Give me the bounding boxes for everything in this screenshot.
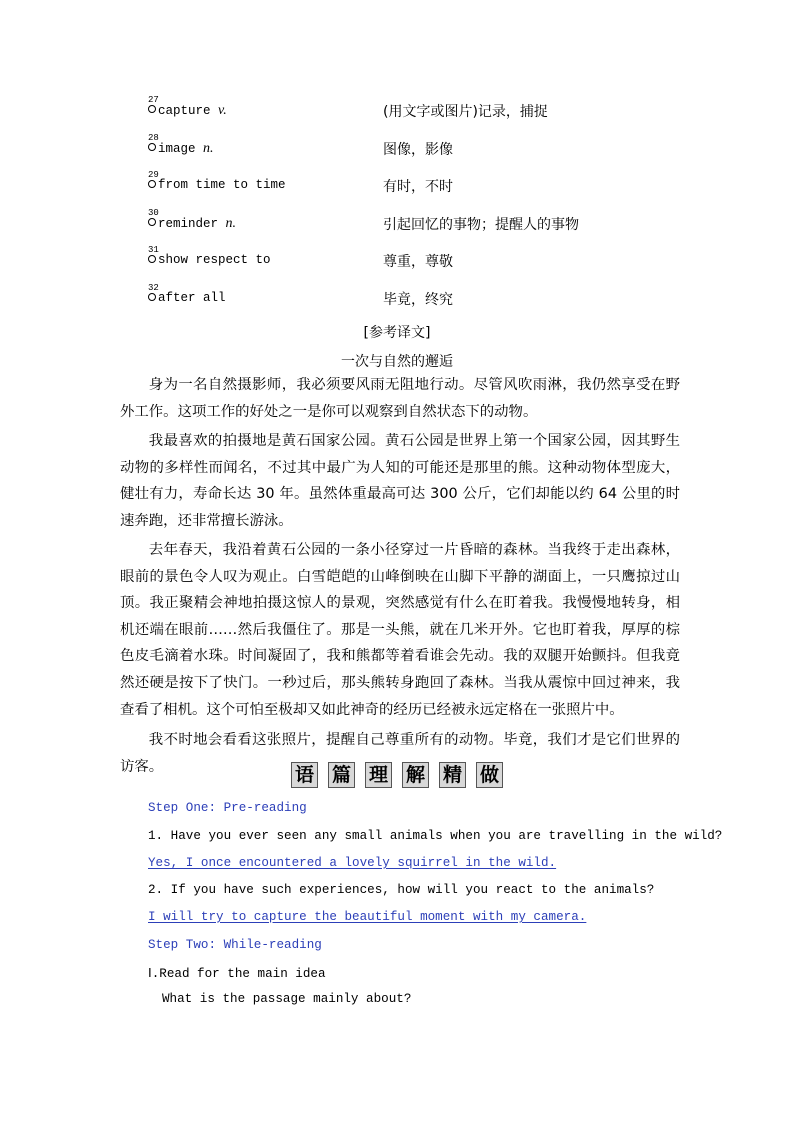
vocab-item (148, 209, 708, 247)
question-2: 2. If you have such experiences, how will you react to the animals? (148, 883, 655, 897)
translation-paragraph: 我最喜欢的拍摄地是黄石国家公园。黄石公园是世界上第一个国家公园，因其野生动物的多样性而闻名，不过其中最广为人知的可能还是那里的熊。这种动物体型庞大，健壮有力，寿命长达 30 年。虽然体重最高可达 300 公斤，它们却能以约 64 公里的时速奔跑，还非常擅长游泳。 (120, 433, 680, 529)
answer-2: I will try to capture the beautiful moment with my camera. (148, 910, 587, 924)
banner-char: 篇 (328, 762, 355, 788)
vocab-number: 32 (148, 282, 159, 293)
banner-char: 语 (291, 762, 318, 788)
banner-char: 精 (439, 762, 466, 788)
vocab-item (148, 96, 708, 134)
vocab-number: 30 (148, 207, 159, 218)
vocab-meaning: 毕竟，终究 (383, 291, 453, 308)
vocab-term: show respect to (158, 253, 271, 267)
translation-paragraph: 去年春天，我沿着黄石公园的一条小径穿过一片昏暗的森林。当我终于走出森林，眼前的景色令人叹为观止。白雪皑皑的山峰倒映在山脚下平静的湖面上，一只鹰掠过山顶。我正聚精会神地拍摄这惊人的景观，突然感觉有什么在盯着我。我慢慢地转身，相机还端在眼前……然后我僵住了。那是一头熊，就在几米开外。它也盯着我，厚厚的棕色皮毛滴着水珠。时间凝固了，我和熊都等着看谁会先动。我的双腿开始颤抖。但我竟然还硬是按下了快门。一秒过后，那头熊转身跑回了森林。当我从震惊中回过神来，我查看了相机。这个可怕至极却又如此神奇的经历已经被永远定格在一张照片中。 (120, 542, 680, 718)
vocab-meaning: 引起回忆的事物；提醒人的事物 (383, 216, 579, 233)
vocab-item (148, 246, 708, 284)
vocab-meaning: 有时，不时 (383, 179, 453, 195)
circle-marker-icon (148, 105, 156, 113)
vocab-meaning: 图像，影像 (383, 141, 453, 158)
vocab-item (148, 284, 708, 322)
vocab-number: 28 (148, 132, 159, 143)
vocab-term: after all (158, 290, 226, 305)
vocab-number: 27 (148, 95, 159, 105)
vocab-item (148, 171, 708, 209)
circle-marker-icon (148, 180, 156, 188)
vocab-meaning: 尊重，尊敬 (383, 254, 453, 270)
circle-marker-icon (148, 218, 156, 226)
circle-marker-icon (148, 143, 156, 151)
vocab-item (148, 134, 708, 172)
reference-label: [参考译文] (363, 325, 431, 341)
banner-char: 做 (476, 762, 503, 788)
vocab-term: reminder n. (158, 215, 237, 231)
step-two-heading: Step Two: While-reading (148, 938, 322, 952)
circle-marker-icon (148, 293, 156, 301)
translation-paragraph: 身为一名自然摄影师，我必须要风雨无阻地行动。尽管风吹雨淋，我仍然享受在野外工作。这项工作的好处之一是你可以观察到自然状态下的动物。 (120, 377, 680, 420)
part-1-heading: Ⅰ.Read for the main idea (148, 967, 326, 981)
vocabulary-list (148, 96, 708, 321)
section-banner (0, 762, 794, 788)
answer-1: Yes, I once encountered a lovely squirrel in the wild. (148, 856, 557, 870)
vocab-term: from time to time (158, 178, 286, 192)
part-1-question: What is the passage mainly about? (162, 992, 412, 1006)
vocab-meaning: (用文字或图片)记录，捕捉 (383, 104, 548, 120)
vocab-term: image n. (158, 140, 214, 156)
question-1: 1. Have you ever seen any small animals when you are travelling in the wild? (148, 829, 723, 843)
step-one-heading: Step One: Pre-reading (148, 801, 307, 815)
vocab-number: 31 (148, 245, 159, 255)
banner-char: 解 (402, 762, 429, 788)
reference-title: 一次与自然的邂逅 (341, 354, 453, 370)
translation-paragraph: 我不时地会看看这张照片，提醒自己尊重所有的动物。毕竟，我们才是它们世界的访客。 (120, 732, 680, 775)
circle-marker-icon (148, 255, 156, 263)
banner-char: 理 (365, 762, 392, 788)
vocab-number: 29 (148, 170, 159, 180)
vocab-term: capture v. (158, 103, 227, 118)
